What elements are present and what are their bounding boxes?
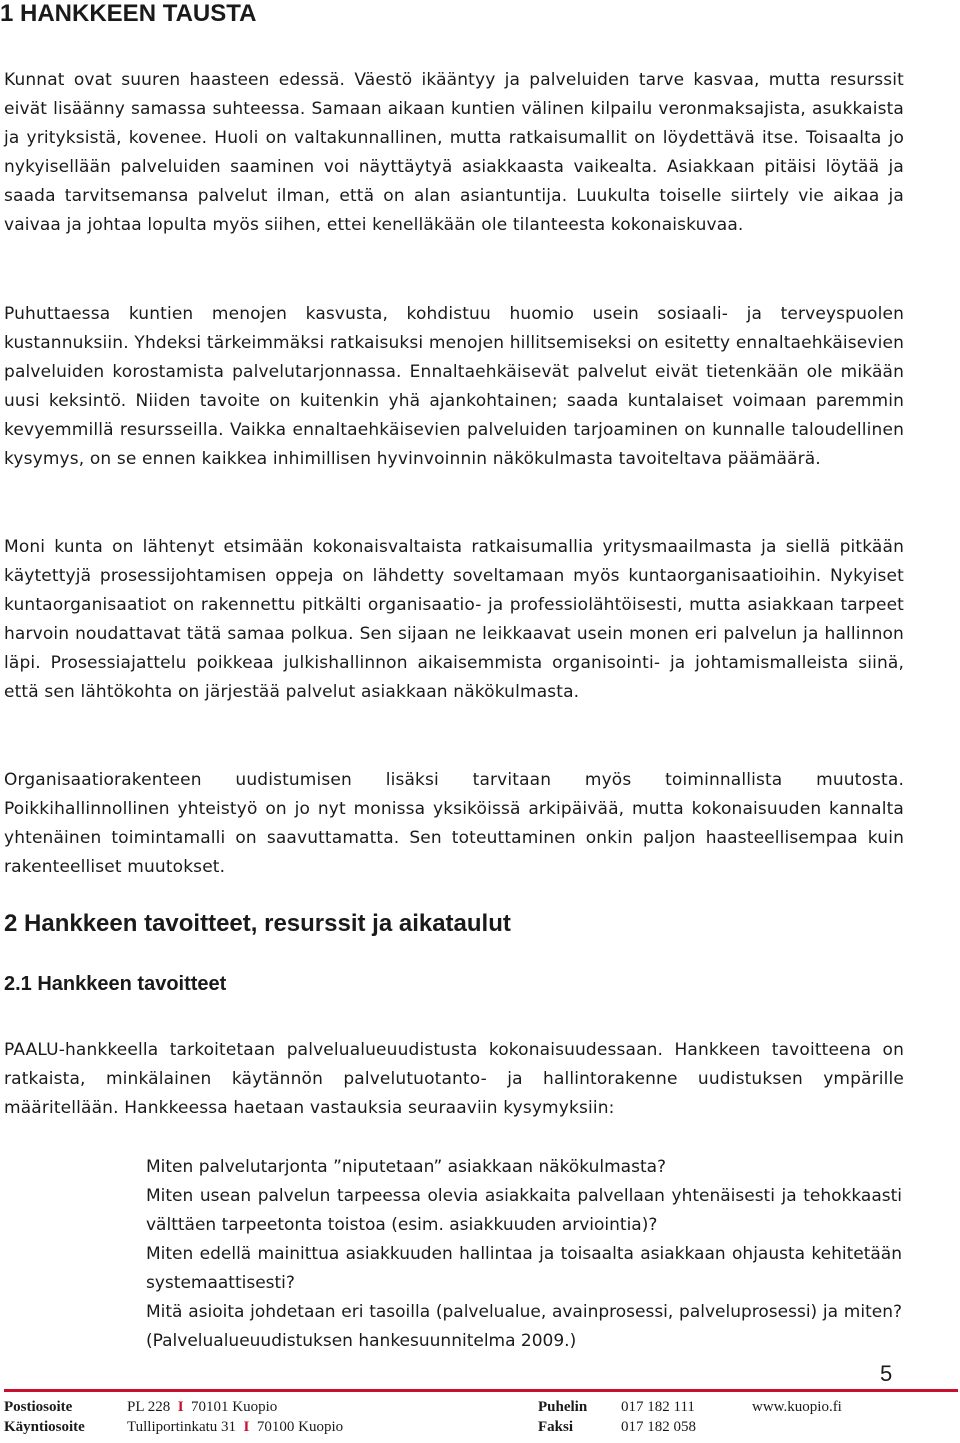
heading-hankkeen-tausta: 1 HANKKEEN TAUSTA [0, 0, 257, 27]
paragraph-project-goals: PAALU-hankkeella tarkoitetaan palvelualueuudistusta kokonaisuudessaan. Hankkeen tavoitteena on ratkaista, minkälainen käytännön palvelutuotanto- ja hallintorakenne uudistuksen ympärille määritellään. Hankkeessa haetaan vastauksia seuraaviin kysymyksiin: [4, 1040, 904, 1118]
footer-row-visit [4, 1417, 958, 1437]
visit-label: Käyntiosoite [4, 1419, 85, 1435]
fax-label: Faksi [538, 1419, 574, 1435]
visit-address [127, 1417, 343, 1437]
postal-address [127, 1397, 277, 1417]
paragraph-background-2: Puhuttaessa kuntien menojen kasvusta, kohdistuu huomio usein sosiaali- ja terveyspuolen kustannuksiin. Yhdeksi tärkeimmäksi ratkaisuksi menojen hillitsemiseksi on esitetty ennaltaehkäisevien palveluiden korostamista palvelutarjonnassa. Ennaltaehkäisevät palvelut eivät tietenkään ole mikään uusi keksintö. Niiden tavoite on kuitenkin yhä ajankohtainen; saada kuntalaiset voimaan paremmin kevyemmillä resursseilla. Vaikka ennaltaehkäisevien palveluiden tarjoaminen on kunnalle taloudellinen kysymys, on se ennen kaikkea inhimillisen hyvinvoinnin näkökulmasta tavoiteltava päämäärä. [4, 304, 904, 469]
question-item: Miten palvelutarjonta ”niputetaan” asiakkaan näkökulmasta? [146, 1157, 667, 1177]
website-link[interactable]: www.kuopio.fi [752, 1399, 842, 1415]
paragraph-background-4: Organisaatiorakenteen uudistumisen lisäksi tarvitaan myös toiminnallista muutosta. Poikkihallinnollinen yhteistyö on jo nyt monissa yksiköissä arkipäivää, mutta kokonaisuuden kannalta yhtenäinen toimintamalli on saavuttamatta. Sen toteuttaminen onkin paljon haasteellisempaa kuin rakenteelliset muutokset. [4, 770, 904, 877]
paragraph-background-1: Kunnat ovat suuren haasteen edessä. Väestö ikääntyy ja palveluiden tarve kasvaa, mutta resurssit eivät lisäänny samassa suhteessa. Samaan aikaan kuntien välinen kilpailu veronmaksajista, asukkaista ja yrityksistä, kovenee. Huoli on valtakunnallinen, mutta ratkaisumallit on löydettävä itse. Toisaalta jo nykyisellään palveluiden saaminen voi näyttäytyä asiakkaasta vaikealta. Asiakkaan pitäisi löytää ja saada tarvitsemansa palvelut ilman, että on alan asiantuntija. Luukulta toiselle siirtely vie aikaa ja vaivaa ja johtaa lopulta myös siihen, ettei kenelläkään ole tilanteesta kokonaiskuvaa. [4, 70, 904, 235]
separator-mark: I [177, 1399, 184, 1415]
questions-list [146, 1153, 902, 1356]
question-item: Mitä asioita johdetaan eri tasoilla (palvelualue, avainprosessi, palveluprosessi) ja miten? (Palvelualueuudistuksen hankesuunnitelma 2009.) [146, 1302, 902, 1351]
separator-mark: I [243, 1419, 250, 1435]
postal-city: 70101 Kuopio [191, 1399, 278, 1415]
phone-label: Puhelin [538, 1399, 588, 1415]
visit-city: 70100 Kuopio [256, 1419, 344, 1435]
heading-goals-resources-schedule: 2 Hankkeen tavoitteet, resurssit ja aikataulut [4, 910, 511, 937]
footer-divider [4, 1389, 958, 1392]
question-item: Miten usean palvelun tarpeessa olevia asiakkaita palvellaan yhtenäisesti ja tehokkaasti välttäen tarpeetonta toistoa (esim. asiakkuuden arviointia)? [146, 1186, 902, 1235]
footer-row-postal [4, 1397, 958, 1417]
fax-number: 017 182 058 [621, 1419, 696, 1435]
paragraph-background-3: Moni kunta on lähtenyt etsimään kokonaisvaltaista ratkaisumallia yritysmaailmasta ja siellä pitkään käytettyjä prosessijohtamisen oppeja on lähdetty soveltamaan myös kuntaorganisaatioihin. Nykyiset kuntaorganisaatiot on rakennettu pitkälti organisaatio- ja professiolähtöisesti, mutta asiakkaan tarpeet harvoin noudattavat tätä samaa polkua. Sen sijaan ne leikkaavat usein monen eri palvelun ja hallinnon läpi. Prosessiajattelu poikkeaa julkishallinnon aikaisemmista organisointi- ja johtamismalleista siinä, että sen lähtökohta on järjestää palvelut asiakkaan näkökulmasta. [4, 537, 904, 702]
question-item: Miten edellä mainittua asiakkuuden hallintaa ja toisaalta asiakkaan ohjausta kehitetään systemaattisesti? [146, 1244, 902, 1293]
footer [4, 1397, 958, 1437]
visit-street: Tulliportinkatu 31 [127, 1419, 237, 1435]
postal-label: Postiosoite [4, 1399, 73, 1415]
heading-project-goals: 2.1 Hankkeen tavoitteet [4, 973, 227, 995]
phone-number: 017 182 111 [621, 1399, 695, 1415]
page-number: 5 [880, 1361, 893, 1386]
postal-box: PL 228 [127, 1399, 171, 1415]
